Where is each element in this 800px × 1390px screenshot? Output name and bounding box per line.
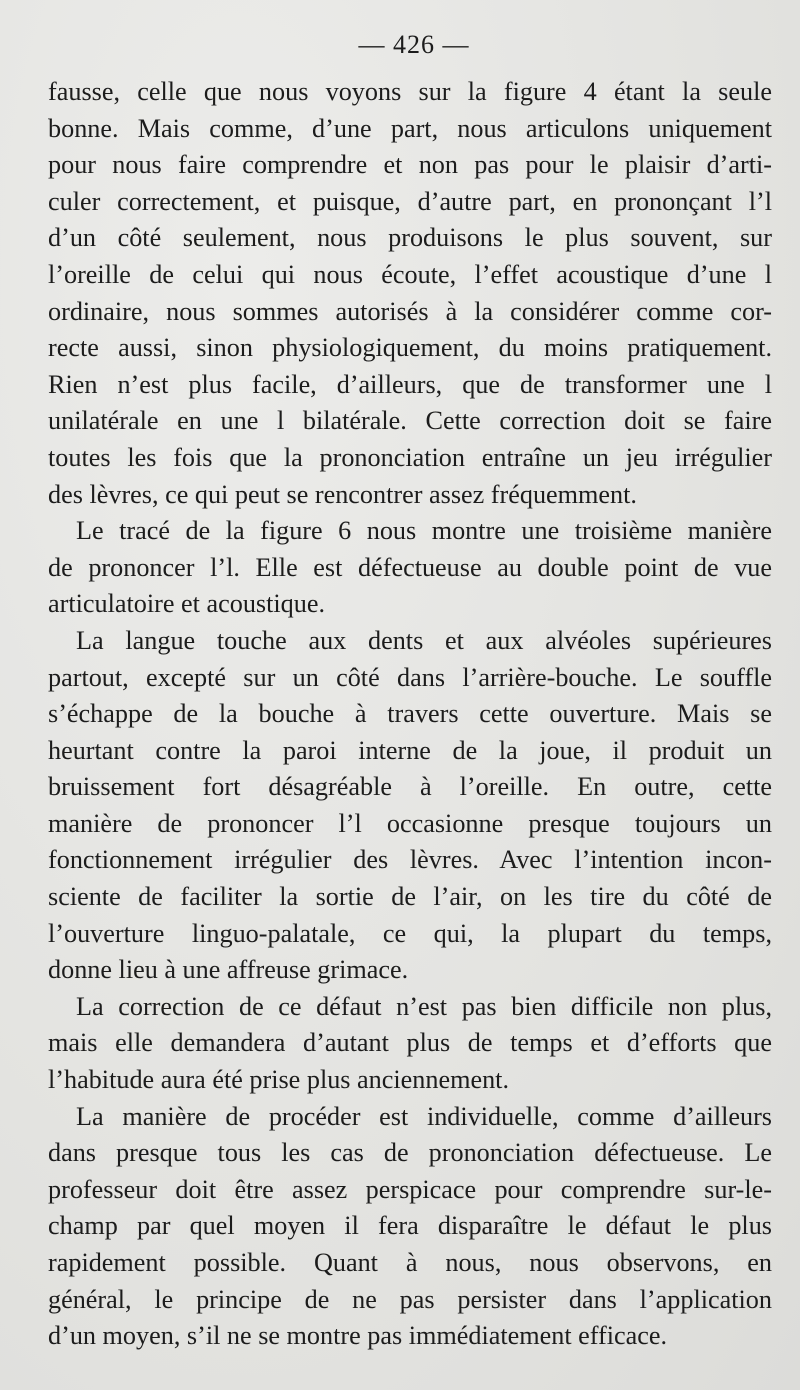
text-line: professeur doit être assez perspicace pour comprendre sur-le- [48, 1174, 772, 1204]
text-line: La manière de procéder est individuelle, comme d’ailleurs [76, 1101, 772, 1131]
text-line: rapidement possible. Quant à nous, nous observons, en [48, 1248, 772, 1277]
text-line: sciente de faciliter la sortie de l’air, on les tire du côté de [48, 882, 772, 912]
text-line: d’un moyen, s’il ne se montre pas immédiatement efficace. [48, 1321, 668, 1351]
paragraph [48, 513, 772, 623]
text-line: de prononcer l’l. Elle est défectueuse au double point de vue [48, 552, 772, 582]
text-line: dans presque tous les cas de prononciation défectueuse. Le [48, 1138, 772, 1168]
text-line: La langue touche aux dents et aux alvéoles supérieures [76, 625, 772, 655]
text-line: mais elle demandera d’autant plus de temps et d’efforts que [48, 1028, 772, 1058]
text-line: s’échappe de la bouche à travers cette ouverture. Mais se [48, 699, 772, 729]
body-text [48, 74, 772, 1355]
text-line: unilatérale en une l bilatérale. Cette correction doit se faire [48, 406, 772, 436]
text-line: pour nous faire comprendre et non pas pour le plaisir d’arti- [48, 150, 772, 180]
paragraph [48, 623, 772, 989]
page-number: — 426 — [358, 30, 470, 59]
text-line: ordinaire, nous sommes autorisés à la considérer comme cor- [48, 296, 772, 326]
text-line: manière de prononcer l’l occasionne presque toujours un [48, 808, 772, 838]
text-line: La correction de ce défaut n’est pas bien difficile non plus, [76, 991, 772, 1021]
text-line: champ par quel moyen il fera disparaître le défaut le plus [48, 1211, 772, 1241]
text-line: d’un côté seulement, nous produisons le plus souvent, sur [48, 223, 772, 253]
text-line: fonctionnement irrégulier des lèvres. Avec l’intention incon- [48, 845, 772, 875]
paragraph [48, 1099, 772, 1355]
text-line: Rien n’est plus facile, d’ailleurs, que de transformer une l [48, 369, 772, 399]
text-line: articulatoire et acoustique. [48, 589, 326, 619]
text-line: heurtant contre la paroi interne de la joue, il produit un [48, 735, 772, 765]
text-line: général, le principe de ne pas persister dans l’application [48, 1284, 772, 1314]
text-line: l’habitude aura été prise plus anciennement. [48, 1065, 510, 1095]
text-line: l’ouverture linguo-palatale, ce qui, la plupart du temps, [48, 918, 772, 948]
text-line: Le tracé de la figure 6 nous montre une troisième manière [76, 516, 772, 546]
text-line: bruissement fort désagréable à l’oreille. En outre, cette [48, 772, 772, 802]
text-line: culer correctement, et puisque, d’autre part, en prononçant l’l [48, 186, 772, 216]
text-line: donne lieu à une affreuse grimace. [48, 955, 409, 985]
text-line: partout, excepté sur un côté dans l’arrière-bouche. Le souffle [48, 662, 772, 692]
text-line: fausse, celle que nous voyons sur la figure 4 étant la seule [48, 77, 772, 106]
paragraph [48, 74, 772, 513]
paragraph [48, 989, 772, 1099]
text-line: recte aussi, sinon physiologiquement, du moins pratiquement. [48, 333, 772, 363]
text-line: toutes les fois que la prononciation entraîne un jeu irrégulier [48, 442, 772, 472]
text-line: l’oreille de celui qui nous écoute, l’effet acoustique d’une l [48, 259, 772, 289]
text-line: des lèvres, ce qui peut se rencontrer assez fréquemment. [48, 479, 637, 509]
text-line: bonne. Mais comme, d’une part, nous articulons uniquement [48, 113, 772, 143]
